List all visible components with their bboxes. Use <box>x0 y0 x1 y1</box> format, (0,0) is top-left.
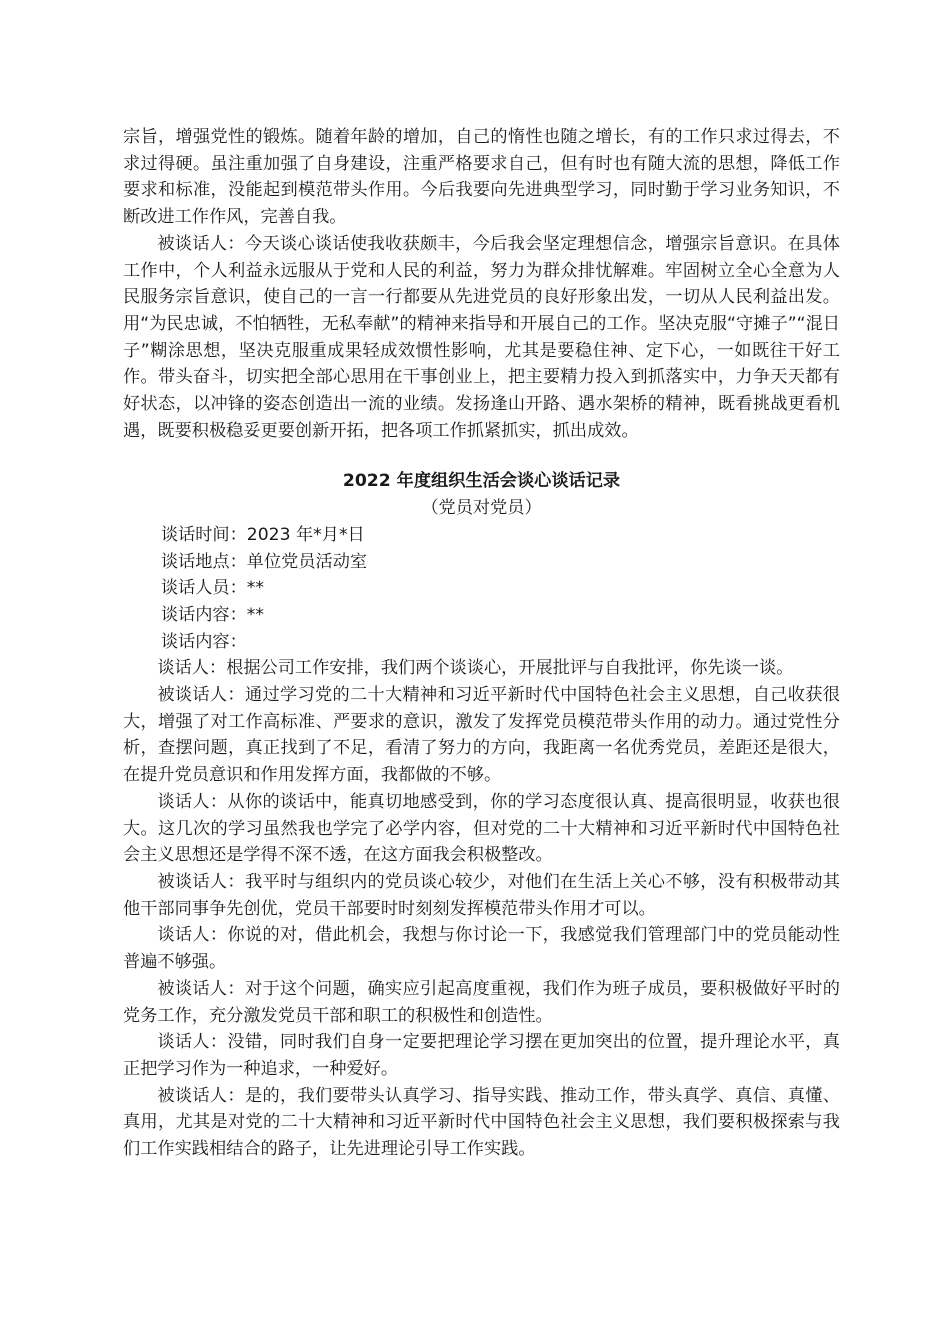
paragraph: 宗旨，增强党性的锻炼。随着年龄的增加，自己的惰性也随之增长，有的工作只求过得去，不求过得硬。虽注重加强了自身建设，注重严格要求自己，但有时也有随大流的思想，降低工作要求和标准，没能起到模范带头作用。今后我要向先进典型学习，同时勤于学习业务知识，不断改进工作作风，完善自我。 <box>123 127 840 228</box>
dialogue-paragraph: 被谈话人：我平时与组织内的党员谈心较少，对他们在生活上关心不够，没有积极带动其他干部同事争先创优，党员干部要时时刻刻发挥模范带头作用才可以。 <box>123 871 840 919</box>
dialogue-paragraph: 谈话人：从你的谈话中，能真切地感受到，你的学习态度很认真、提高很明显，收获也很大。这几次的学习虽然我也学完了必学内容，但对党的二十大精神和习近平新时代中国特色社会主义思想还是学得不深不透，在这方面我会积极整改。 <box>123 791 840 866</box>
paragraph: 被谈话人：今天谈心谈话使我收获颇丰，今后我会坚定理想信念，增强宗旨意识。在具体工作中，个人利益永远服从于党和人民的利益，努力为群众排忧解难。牢固树立全心全意为人民服务宗旨意识，使自己的一言一行都要从先进党员的良好形象出发，一切从人民利益出发。用“为民忠诚，不怕牺牲，无私奉献”的精神来指导和开展自己的工作。坚决克服“守摊子”“混日子”糊涂思想，坚决克服重成果轻成效惯性影响，尤其是要稳住神、定下心，一如既往干好工作。带头奋斗，切实把全部心思用在干事创业上，把主要精力投入到抓落实中，力争天天都有好状态，以冲锋的姿态创造出一流的业绩。发扬逢山开路、遇水架桥的精神，既看挑战更看机遇，既要积极稳妥更要创新开拓，把各项工作抓紧抓实，抓出成效。 <box>123 233 840 441</box>
talk-content-heading: 谈话内容： <box>160 631 247 652</box>
section-gap <box>123 444 840 468</box>
dialogue-paragraph: 谈话人：根据公司工作安排，我们两个谈谈心，开展批评与自我批评，你先谈一谈。 <box>157 658 794 679</box>
talk-people: 谈话人员：** <box>160 578 264 599</box>
dialogue-paragraph: 被谈话人：是的，我们要带头认真学习、指导实践、推动工作，带头真学、真信、真懂、真用，尤其是对党的二十大精神和习近平新时代中国特色社会主义思想，我们要积极探索与我们工作实践相结合的路子，让先进理论引导工作实践。 <box>123 1085 840 1160</box>
dialogue-paragraph: 被谈话人：通过学习党的二十大精神和习近平新时代中国特色社会主义思想，自己收获很大，增强了对工作高标准、严要求的意识，激发了发挥党员模范带头作用的动力。通过党性分析，查摆问题，真正找到了不足，看清了努力的方向，我距离一名优秀党员，差距还是很大，在提升党员意识和作用发挥方面，我都做的不够。 <box>123 685 840 786</box>
talk-place: 谈话地点：单位党员活动室 <box>160 551 368 572</box>
record-subtitle: （党员对党员） <box>421 498 542 519</box>
dialogue-paragraph: 谈话人：你说的对，借此机会，我想与你讨论一下，我感觉我们管理部门中的党员能动性普遍不够强。 <box>123 925 840 973</box>
talk-time: 谈话时间：2023 年*月*日 <box>160 524 365 545</box>
document-page <box>123 124 840 1163</box>
talk-content: 谈话内容：** <box>160 604 264 625</box>
record-title: 2022 年度组织生活会谈心谈话记录 <box>342 471 621 492</box>
dialogue-paragraph: 谈话人：没错，同时我们自身一定要把理论学习摆在更加突出的位置，提升理论水平，真正把学习作为一种追求，一种爱好。 <box>123 1032 840 1079</box>
dialogue-paragraph: 被谈话人：对于这个问题，确实应引起高度重视，我们作为班子成员，要积极做好平时的党务工作，充分激发党员干部和职工的积极性和创造性。 <box>123 978 840 1026</box>
